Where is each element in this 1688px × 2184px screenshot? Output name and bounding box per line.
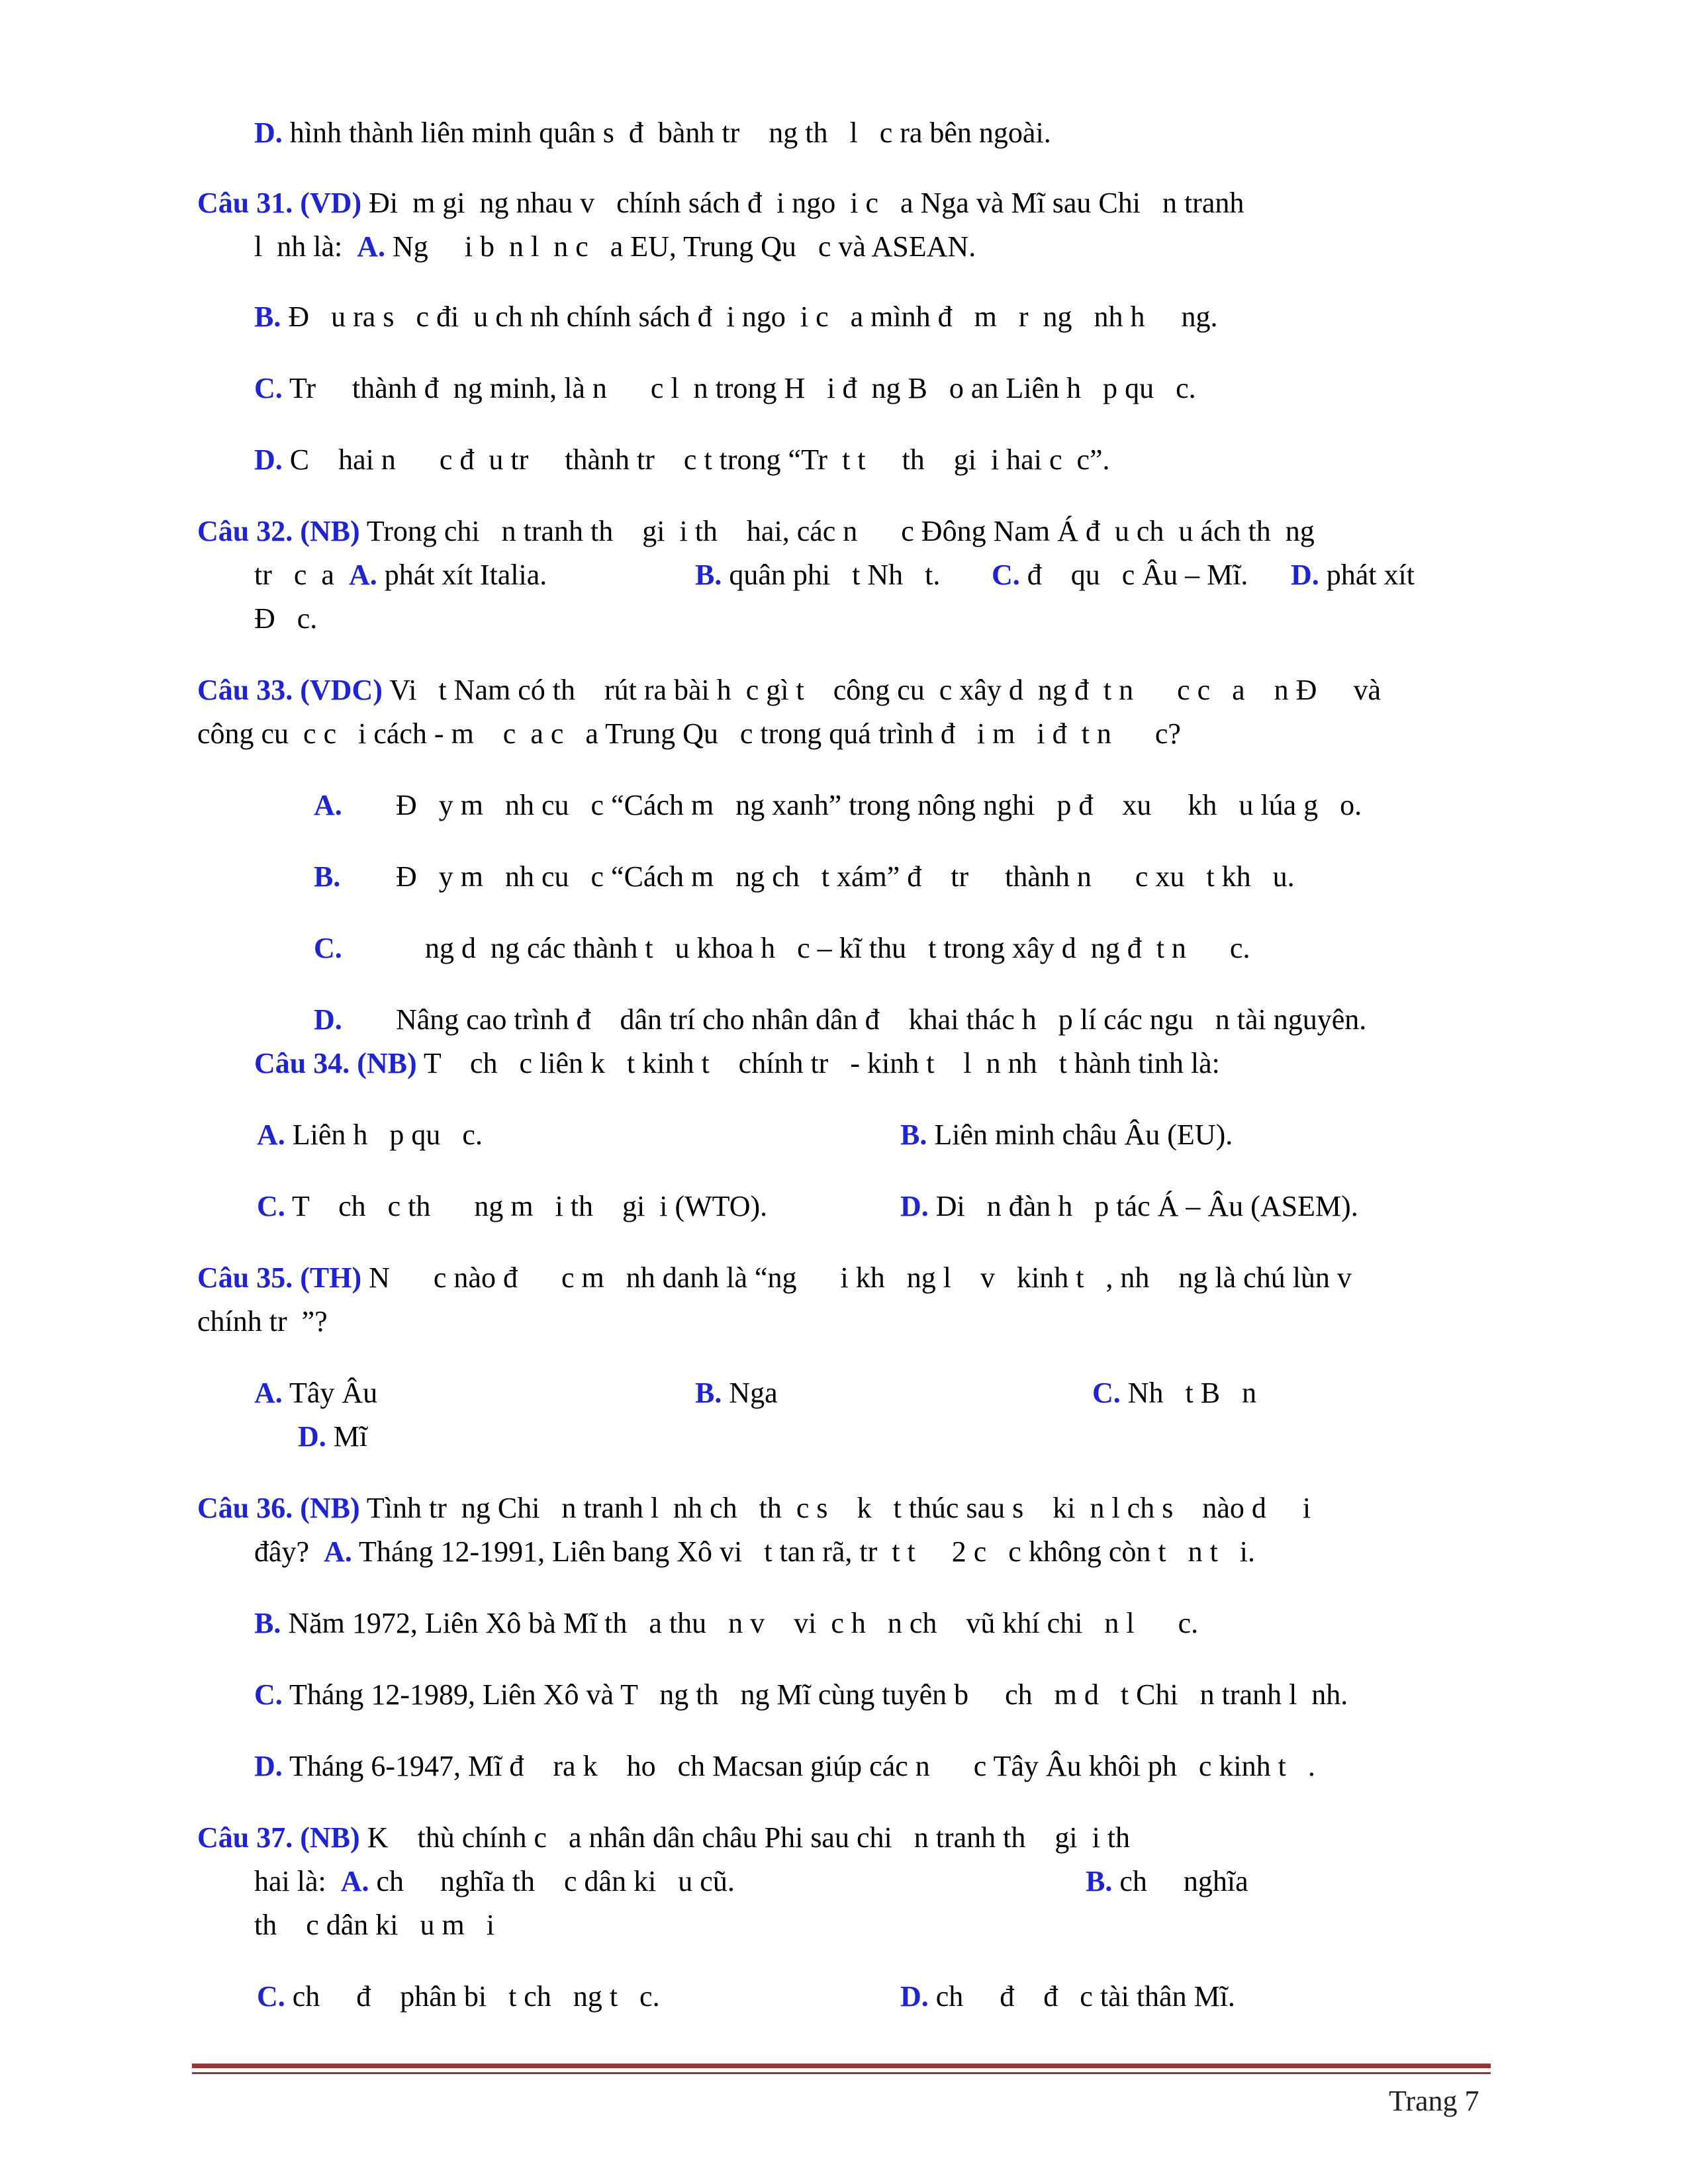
question-text: chính tr ”?	[197, 1305, 328, 1338]
option-label: A.	[357, 230, 385, 263]
option-text: ch đ phân bi t ch ng t c.	[285, 1980, 660, 2013]
q31-option-c	[254, 367, 1196, 410]
question-label: Câu 34. (NB)	[254, 1047, 417, 1079]
footer-rule-thin	[192, 2072, 1491, 2074]
option-label: D.	[1291, 559, 1319, 591]
option-text: Đ y m nh cu c “Cách m ng xanh” trong nông nghi p đ xu kh u lúa g o.	[396, 789, 1362, 821]
question-label: Câu 31. (VD)	[197, 187, 362, 219]
q35-option-b	[695, 1371, 778, 1415]
option-text: th c dân ki u m i	[254, 1909, 494, 1941]
question-text: công cu c c i cách - m c a c a Trung Qu c trong quá trình đ i m i đ t n c?	[197, 717, 1181, 750]
question-text: Đi m gi ng nhau v chính sách đ i ngo i c a Nga và Mĩ sau Chi n tranh	[361, 187, 1244, 219]
option-text: Đ y m nh cu c “Cách m ng ch t xám” đ tr thành n c xu t kh u.	[396, 860, 1295, 893]
q32-stem-cont	[254, 553, 547, 597]
q33-option-b	[314, 855, 1295, 899]
question-text: N c nào đ c m nh danh là “ng i kh ng l v kinh t , nh ng là chú lùn v	[361, 1261, 1352, 1294]
q37-option-b-cont	[254, 1903, 494, 1947]
question-text: đây?	[254, 1535, 324, 1568]
option-text: Tr thành đ ng minh, là n c l n trong H i đ ng B o an Liên h p qu c.	[282, 372, 1196, 404]
option-text: C hai n c đ u tr thành tr c t trong “Tr t t th gi i hai c c”.	[282, 443, 1110, 476]
question-text: T ch c liên k t kinh t chính tr - kinh t l n nh t hành tinh là:	[416, 1047, 1220, 1079]
option-text: đ qu c Âu – Mĩ.	[1019, 559, 1248, 591]
option-label: B.	[695, 1377, 722, 1409]
question-text: hai là:	[254, 1865, 341, 1897]
option-label: C.	[257, 1190, 285, 1222]
option-text: phát xít Italia.	[377, 559, 547, 591]
q34-stem	[254, 1042, 1220, 1085]
option-text: Ng i b n l n c a EU, Trung Qu c và ASEAN.	[385, 230, 976, 263]
q34-option-b	[900, 1113, 1233, 1157]
q37-stem	[197, 1816, 1130, 1860]
q34-option-d	[900, 1185, 1358, 1228]
option-text: Đ u ra s c đi u ch nh chính sách đ i ngo i c a mình đ m r ng nh h ng.	[281, 300, 1218, 333]
question-label: Câu 35. (TH)	[197, 1261, 362, 1294]
q36-stem-cont	[254, 1530, 1255, 1574]
option-label: B.	[900, 1118, 927, 1151]
option-label: A.	[340, 1865, 369, 1897]
q30-option-d	[254, 111, 1051, 155]
q32-option-d-cont	[254, 597, 317, 641]
footer-rule-thick	[192, 2064, 1491, 2068]
q35-stem	[197, 1256, 1352, 1300]
option-text: quân phi t Nh t.	[722, 559, 941, 591]
option-label: B.	[314, 860, 341, 893]
question-label: Câu 33. (VDC)	[197, 674, 383, 706]
option-text: Nh t B n	[1120, 1377, 1257, 1409]
option-label: B.	[695, 559, 722, 591]
q31-stem-cont	[254, 225, 976, 269]
q31-option-b	[254, 295, 1218, 339]
option-label: B.	[254, 300, 281, 333]
option-label: C.	[254, 372, 283, 404]
option-text: ng d ng các thành t u khoa h c – kĩ thu t trong xây d ng đ t n c.	[396, 932, 1250, 964]
option-label: D.	[254, 443, 283, 476]
option-text: ch đ đ c tài thân Mĩ.	[928, 1980, 1235, 2013]
q31-stem	[197, 181, 1244, 225]
option-text: Di n đàn h p tác Á – Âu (ASEM).	[928, 1190, 1358, 1222]
option-label: A.	[254, 1377, 283, 1409]
question-label: Câu 37. (NB)	[197, 1821, 360, 1854]
option-text: ch nghĩa th c dân ki u cũ.	[369, 1865, 735, 1897]
option-label: C.	[992, 559, 1020, 591]
option-label: D.	[254, 116, 283, 149]
q31-option-d	[254, 438, 1110, 482]
option-text: Tháng 12-1991, Liên bang Xô vi t tan rã, tr t t 2 c c không còn t n t i.	[352, 1535, 1256, 1568]
option-label: A.	[348, 559, 377, 591]
question-text: Trong chi n tranh th gi i th hai, các n c Đông Nam Á đ u ch u ách th ng	[359, 515, 1315, 547]
q37-stem-cont	[254, 1860, 735, 1903]
q34-option-c	[257, 1185, 767, 1228]
q37-option-b	[1086, 1860, 1248, 1903]
option-text: Tháng 12-1989, Liên Xô và T ng th ng Mĩ cùng tuyên b ch m d t Chi n tranh l nh.	[282, 1678, 1348, 1711]
option-text: Nâng cao trình đ dân trí cho nhân dân đ khai thác h p lí các ngu n tài nguyên.	[396, 1003, 1367, 1036]
option-label: D.	[900, 1980, 929, 2013]
option-text: Liên h p qu c.	[285, 1118, 483, 1151]
question-text: tr c a	[254, 559, 349, 591]
option-text: Tháng 6-1947, Mĩ đ ra k ho ch Macsan giúp các n c Tây Âu khôi ph c kinh t .	[282, 1750, 1315, 1782]
q35-option-a	[254, 1371, 377, 1415]
question-text: Tình tr ng Chi n tranh l nh ch th c s k t thúc sau s ki n l ch s nào d i	[359, 1492, 1311, 1524]
option-text: Đ c.	[254, 602, 318, 635]
option-text: T ch c th ng m i th gi i (WTO).	[285, 1190, 768, 1222]
q36-option-c	[254, 1673, 1348, 1717]
q36-stem	[197, 1486, 1311, 1530]
option-text: hình thành liên minh quân s đ bành tr ng th l c ra bên ngoài.	[282, 116, 1051, 149]
q35-option-c	[1092, 1371, 1256, 1415]
q32-option-b	[695, 553, 940, 597]
option-text: Năm 1972, Liên Xô bà Mĩ th a thu n v vi c h n ch vũ khí chi n l c.	[281, 1607, 1199, 1639]
option-label: C.	[254, 1678, 283, 1711]
question-text: l nh là:	[254, 230, 357, 263]
question-label: Câu 36. (NB)	[197, 1492, 360, 1524]
q33-stem-cont	[197, 712, 1181, 756]
question-text: Vi t Nam có th rút ra bài h c gì t công cu c xây d ng đ t n c c a n Đ và	[382, 674, 1381, 706]
option-label: D.	[900, 1190, 929, 1222]
option-label: B.	[254, 1607, 281, 1639]
q33-stem	[197, 668, 1381, 712]
q33-option-d	[314, 998, 1366, 1042]
q35-stem-cont	[197, 1300, 328, 1343]
option-text: phát xít	[1319, 559, 1415, 591]
q33-option-a	[314, 784, 1362, 827]
q37-option-c	[257, 1975, 660, 2019]
q32-option-c	[992, 553, 1248, 597]
page-number: Trang 7	[1389, 2085, 1479, 2117]
option-label: D.	[314, 1003, 342, 1036]
option-label: A.	[257, 1118, 285, 1151]
option-text: Nga	[722, 1377, 778, 1409]
q36-option-d	[254, 1745, 1315, 1788]
q37-option-d	[900, 1975, 1235, 2019]
option-text: ch nghĩa	[1112, 1865, 1248, 1897]
option-label: A.	[314, 789, 342, 821]
option-label: C.	[314, 932, 342, 964]
q35-option-d	[298, 1415, 367, 1459]
option-label: B.	[1086, 1865, 1113, 1897]
q34-option-a	[257, 1113, 483, 1157]
q33-option-c	[314, 927, 1250, 970]
option-text: Tây Âu	[282, 1377, 378, 1409]
q36-option-b	[254, 1602, 1198, 1645]
question-text: K thù chính c a nhân dân châu Phi sau chi n tranh th gi i th	[359, 1821, 1131, 1854]
option-text: Mĩ	[326, 1420, 368, 1453]
question-label: Câu 32. (NB)	[197, 515, 360, 547]
option-label: D.	[298, 1420, 326, 1453]
option-label: C.	[257, 1980, 285, 2013]
option-text: Liên minh châu Âu (EU).	[927, 1118, 1233, 1151]
q32-option-d	[1291, 553, 1415, 597]
option-label: C.	[1092, 1377, 1121, 1409]
option-label: A.	[324, 1535, 352, 1568]
q32-stem	[197, 510, 1315, 553]
option-label: D.	[254, 1750, 283, 1782]
